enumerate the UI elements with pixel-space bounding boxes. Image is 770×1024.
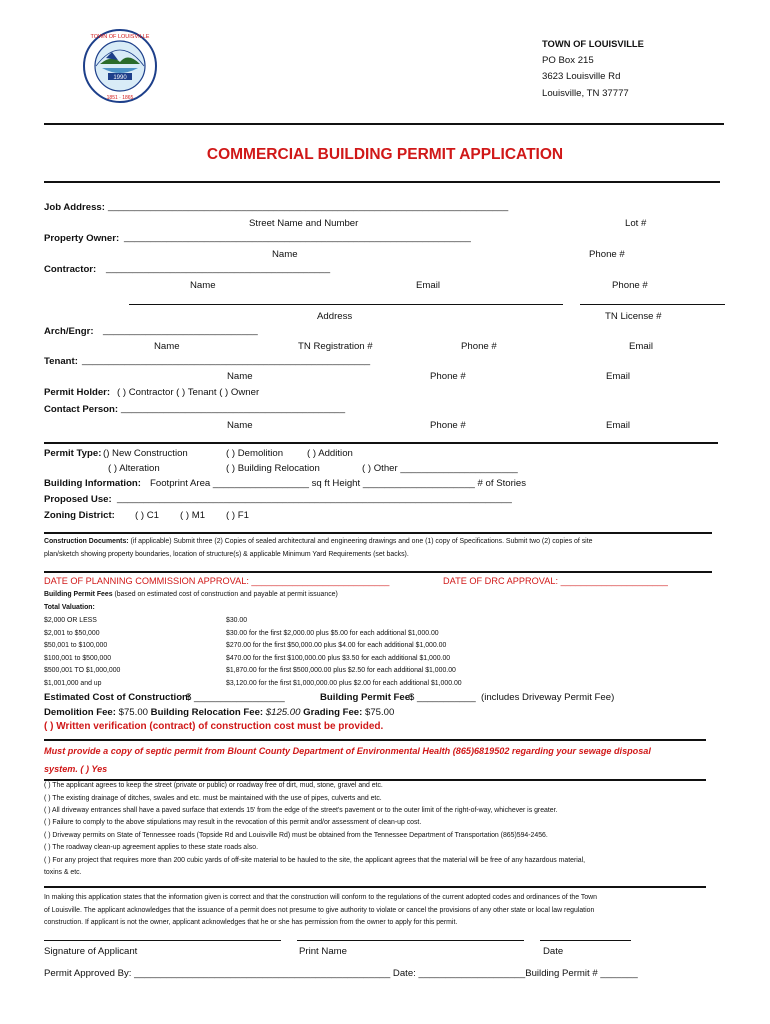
permit-type-other[interactable]: ( ) Other ______________________ <box>362 463 518 474</box>
contractor-field[interactable]: __________________________________________ <box>106 263 331 274</box>
agreement-drainage[interactable]: ( ) The existing drainage of ditches, swales and etc. must be maintained with the use of pipes, culverts and etc. <box>44 795 382 802</box>
arch-email-caption: Email <box>629 341 653 352</box>
owner-field[interactable]: _________________________________________________________________ <box>124 232 471 243</box>
agreement-state-roads[interactable]: ( ) Driveway permits on State of Tennessee roads (Topside Rd and Louisville Rd) must be obtained from the Tennessee Department of Transportation (865)594-2456. <box>44 832 548 839</box>
construction-docs-label: Construction Documents: <box>44 538 129 545</box>
permit-type-relocation[interactable]: ( ) Building Relocation <box>226 463 320 474</box>
agreement-street-clean[interactable]: ( ) The applicant agrees to keep the street (private or public) or roadway free of dirt, mud, stone, gravel and etc. <box>44 782 383 789</box>
planning-commission-approval[interactable]: DATE OF PLANNING COMMISSION APPROVAL: ___________________________ <box>44 576 390 586</box>
permit-type-alteration[interactable]: ( ) Alteration <box>108 463 160 474</box>
fee-amount-0: $30.00 <box>226 617 248 624</box>
zoning-f1[interactable]: ( ) F1 <box>226 510 249 521</box>
signature-caption: Signature of Applicant <box>44 946 138 957</box>
driveway-fee-note: (includes Driveway Permit Fee) <box>481 692 615 703</box>
contact-label: Contact Person: <box>44 404 119 415</box>
septic-line-1: Must provide a copy of septic permit from Blount County Department of Environmental Health (865)6819502 regarding your sewage disposal <box>44 746 651 756</box>
zoning-m1[interactable]: ( ) M1 <box>180 510 206 521</box>
other-fees: Demolition Fee: $75.00 Building Relocation Fee: $125.00 Grading Fee: $75.00 <box>44 707 395 718</box>
agreement-hauled-material[interactable]: ( ) For any project that requires more than 200 cubic yards of off-site material to be hauled to the site, the applicant agrees that the material will be free of any hazardous material, <box>44 857 586 864</box>
contact-name-caption: Name <box>227 420 253 431</box>
arch-field[interactable]: _____________________________ <box>103 325 258 336</box>
construction-docs-text-2: plan/sketch showing property boundaries, location of structure(s) & applicable Minimum Yard Requirements (set backs). <box>44 551 409 558</box>
section-divider-1 <box>44 442 718 444</box>
street-caption: Street Name and Number <box>249 218 359 229</box>
contractor-license-caption: TN License # <box>605 311 662 322</box>
lot-caption: Lot # <box>625 218 647 229</box>
permit-type-demolition[interactable]: ( ) Demolition <box>226 448 284 459</box>
fee-range-5: $1,001,000 and up <box>44 680 102 687</box>
owner-name-caption: Name <box>272 249 298 260</box>
print-name-caption: Print Name <box>299 946 347 957</box>
written-verification[interactable]: ( ) Written verification (contract) of construction cost must be provided. <box>44 721 384 732</box>
statement-line-1: In making this application states that the information given is correct and that the construction will conform to the regulations of the current adopted codes and ordinances of the Town <box>44 894 597 901</box>
building-info-fields[interactable]: Footprint Area __________________ sq ft Height _____________________ # of Stories <box>150 478 527 489</box>
statement-line-3: construction. If applicant is not the owner, applicant acknowledges that he or she has permission from the owner to apply for this permit. <box>44 919 458 926</box>
arch-name-caption: Name <box>154 341 180 352</box>
contact-phone-caption: Phone # <box>430 420 466 431</box>
estimated-cost-label: Estimated Cost of Construction: <box>44 692 192 703</box>
contractor-address-caption: Address <box>317 311 353 322</box>
fee-range-1: $2,001 to $50,000 <box>44 630 100 637</box>
title-divider <box>44 181 720 183</box>
owner-phone-caption: Phone # <box>589 249 625 260</box>
building-info-label: Building Information: <box>44 478 141 489</box>
contractor-label: Contractor: <box>44 264 97 275</box>
arch-registration-caption: TN Registration # <box>298 341 373 352</box>
permit-type-label: Permit Type: <box>44 448 102 459</box>
contact-email-caption: Email <box>606 420 630 431</box>
contractor-email-caption: Email <box>416 280 440 291</box>
contact-field[interactable]: __________________________________________ <box>121 403 346 414</box>
estimated-cost-field[interactable]: $ _________________ <box>186 692 285 703</box>
owner-label: Property Owner: <box>44 233 120 244</box>
seal-year: 1990 <box>113 75 127 81</box>
street-address: 3623 Louisville Rd <box>542 71 621 82</box>
agreement-roadway-cleanup[interactable]: ( ) The roadway clean-up agreement applies to these state roads also. <box>44 844 258 851</box>
permit-approved-by[interactable]: Permit Approved By: ________________________________________________ Date: ____________________Building Permit # _______ <box>44 968 638 979</box>
page-title: COMMERCIAL BUILDING PERMIT APPLICATION <box>206 146 564 163</box>
tenant-phone-caption: Phone # <box>430 371 466 382</box>
total-valuation-label: Total Valuation: <box>44 604 95 611</box>
contractor-address-line[interactable] <box>129 304 563 305</box>
header-divider <box>44 123 724 125</box>
job-address-field[interactable]: ___________________________________________________________________________ <box>108 201 509 212</box>
proposed-use-label: Proposed Use: <box>44 494 112 505</box>
permit-holder-options[interactable]: ( ) Contractor ( ) Tenant ( ) Owner <box>117 387 260 398</box>
arch-label: Arch/Engr: <box>44 326 94 337</box>
agreement-failure[interactable]: ( ) Failure to comply to the above stipulations may result in the revocation of this permit and/or assessment of clean-up cost. <box>44 819 422 826</box>
fee-amount-4: $1,870.00 for the first $500,000.00 plus $2.50 for each additional $1,000.00 <box>226 667 456 674</box>
permit-holder-label: Permit Holder: <box>44 387 111 398</box>
tenant-email-caption: Email <box>606 371 630 382</box>
fee-range-0: $2,000 OR LESS <box>44 617 97 624</box>
tenant-name-caption: Name <box>227 371 253 382</box>
tenant-label: Tenant: <box>44 356 78 367</box>
fee-amount-3: $470.00 for the first $100,000.00 plus $3.50 for each additional $1,000.00 <box>226 655 451 662</box>
print-name-line[interactable] <box>297 940 524 941</box>
fee-amount-1: $30.00 for the first $2,000.00 plus $5.00 for each additional $1,000.00 <box>226 630 439 637</box>
permit-type-new-construction[interactable]: () New Construction <box>103 448 188 459</box>
signature-line[interactable] <box>44 940 281 941</box>
job-address-label: Job Address: <box>44 202 105 213</box>
fee-range-4: $500,001 TO $1,000,000 <box>44 667 121 674</box>
building-permit-fee-label: Building Permit Fee: <box>320 692 414 703</box>
section-divider-6 <box>44 886 706 888</box>
fee-amount-2: $270.00 for the first $50,000.00 plus $4.00 for each additional $1,000.00 <box>226 642 447 649</box>
agreement-hauled-material-cont: toxins & etc. <box>44 869 82 876</box>
septic-line-2[interactable]: system. ( ) Yes <box>44 764 108 774</box>
construction-docs-text-1: Construction Documents: (if applicable) Submit three (2) Copies of sealed architectural and engineering drawings and one (1) copy of Specifications. Submit two (2) copies of site <box>44 538 593 545</box>
zoning-c1[interactable]: ( ) C1 <box>135 510 159 521</box>
statement-line-2: of Louisville. The applicant acknowledges that the issuance of a permit does not presume to give authority to violate or cancel the provisions of any other state or local law regulation <box>44 907 595 914</box>
contractor-phone-caption: Phone # <box>612 280 648 291</box>
fee-amount-5: $3,120.00 for the first $1,000,000.00 plus $2.00 for each additional $1,000.00 <box>226 680 462 687</box>
zoning-label: Zoning District: <box>44 510 115 521</box>
tenant-field[interactable]: ______________________________________________________ <box>82 355 371 366</box>
section-divider-3 <box>44 571 712 573</box>
section-divider-5 <box>44 779 706 781</box>
fee-range-2: $50,001 to $100,000 <box>44 642 108 649</box>
proposed-use-field[interactable]: __________________________________________________________________________ <box>117 493 512 504</box>
svg-text:TOWN OF LOUISVILLE: TOWN OF LOUISVILLE <box>90 34 150 40</box>
section-divider-4 <box>44 739 706 741</box>
city-address: Louisville, TN 37777 <box>542 88 629 99</box>
permit-type-addition[interactable]: ( ) Addition <box>307 448 353 459</box>
fees-heading: Building Permit Fees (based on estimated cost of construction and payable at permit issuance) <box>44 591 338 598</box>
building-permit-fee-field[interactable]: $ ___________ <box>409 692 476 703</box>
arch-phone-caption: Phone # <box>461 341 497 352</box>
town-seal-logo <box>82 28 158 104</box>
agreement-driveway-paved[interactable]: ( ) All driveway entrances shall have a paved surface that extends 15' from the edge of the street's pavement or to the outer limit of the right-of-way, whichever is greater. <box>44 807 558 814</box>
fee-range-3: $100,001 to $500,000 <box>44 655 112 662</box>
date-caption: Date <box>543 946 564 957</box>
po-box: PO Box 215 <box>542 55 594 66</box>
drc-approval[interactable]: DATE OF DRC APPROVAL: _____________________ <box>443 576 668 586</box>
svg-text:1851 · 1865: 1851 · 1865 <box>106 95 134 101</box>
section-divider-2 <box>44 532 712 534</box>
date-line[interactable] <box>540 940 631 941</box>
org-name: TOWN OF LOUISVILLE <box>542 38 644 49</box>
contractor-license-line[interactable] <box>580 304 725 305</box>
contractor-name-caption: Name <box>190 280 216 291</box>
